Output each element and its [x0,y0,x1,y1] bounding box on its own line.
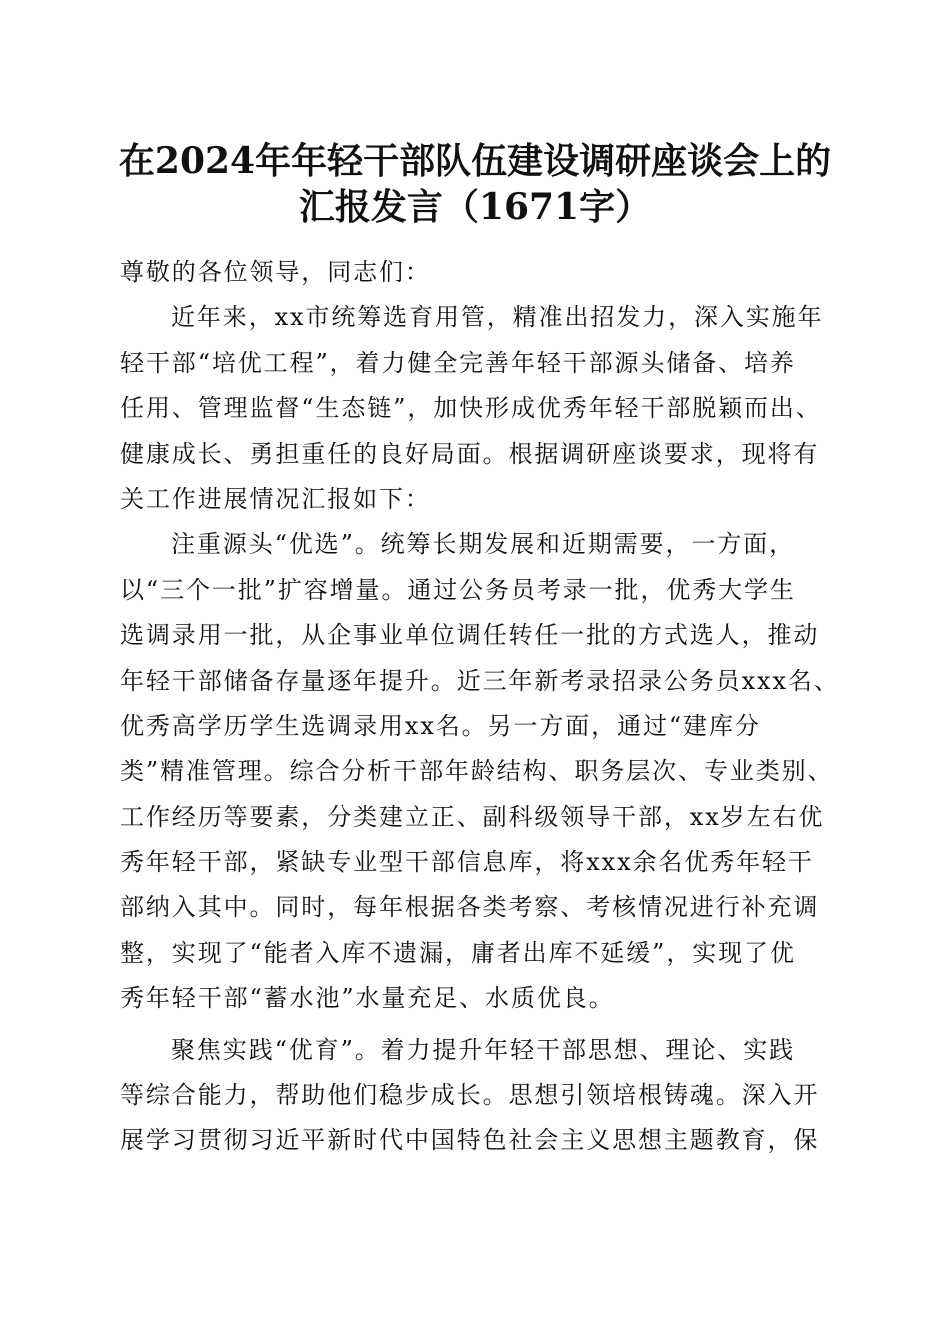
document-body [120,250,840,1164]
paragraph-line: 展学习贯彻习近平新时代中国特色社会主义思想主题教育，保 [120,1126,820,1155]
paragraph-line: 秀年轻干部“蓄水池”水量充足、水质优良。 [120,984,615,1013]
paragraph-line: 秀年轻干部，紧缺专业型干部信息库，将xxx余名优秀年轻干 [120,848,814,877]
paragraph-1 [120,295,840,522]
paragraph-line: 以“三个一批”扩容增量。通过公务员考录一批，优秀大学生 [120,575,796,604]
paragraph-line: 任用、管理监督“生态链”，加快形成优秀年轻干部脱颖而出、 [120,394,822,423]
paragraph-line: 优秀高学历学生选调录用xx名。另一方面，通过“建库分 [120,711,761,740]
paragraph-line: 工作经历等要素，分类建立正、副科级领导干部，xx岁左右优 [120,802,825,831]
paragraph-line: 聚焦实践“优育”。着力提升年轻干部思想、理论、实践 [171,1035,796,1064]
paragraph-line: 年轻干部储备存量逐年提升。近三年新考录招录公务员xxx名、 [120,666,840,695]
paragraph-line: 部纳入其中。同时，每年根据各类考察、考核情况进行补充调 [120,893,820,922]
paragraph-line: 类”精准管理。综合分析干部年龄结构、职务层次、专业类别、 [120,757,834,786]
paragraph-line: 选调录用一批，从企事业单位调任转任一批的方式选人，推动 [120,621,820,650]
paragraph-2 [120,522,840,1021]
salutation: 尊敬的各位领导，同志们： [120,258,431,286]
paragraph-line: 近年来，xx市统筹选育用管，精准出招发力，深入实施年 [171,303,824,332]
title-line-2: 汇报发言（1671字） [298,186,652,228]
document-title [60,138,890,230]
paragraph-line: 等综合能力，帮助他们稳步成长。思想引领培根铸魂。深入开 [120,1081,820,1110]
title-line-1: 在2024年年轻干部队伍建设调研座谈会上的 [118,140,832,182]
paragraph-line: 整，实现了“能者入库不遗漏，庸者出库不延缓”，实现了优 [120,938,796,967]
paragraph-line: 轻干部“培优工程”，着力健全完善年轻干部源头储备、培养 [120,348,796,377]
paragraph-3 [120,1028,840,1164]
paragraph-line: 关工作进展情况汇报如下： [120,484,431,513]
paragraph-line: 注重源头“优选”。统筹长期发展和近期需要，一方面， [171,530,796,559]
paragraph-line: 健康成长、勇担重任的良好局面。根据调研座谈要求，现将有 [120,439,820,468]
